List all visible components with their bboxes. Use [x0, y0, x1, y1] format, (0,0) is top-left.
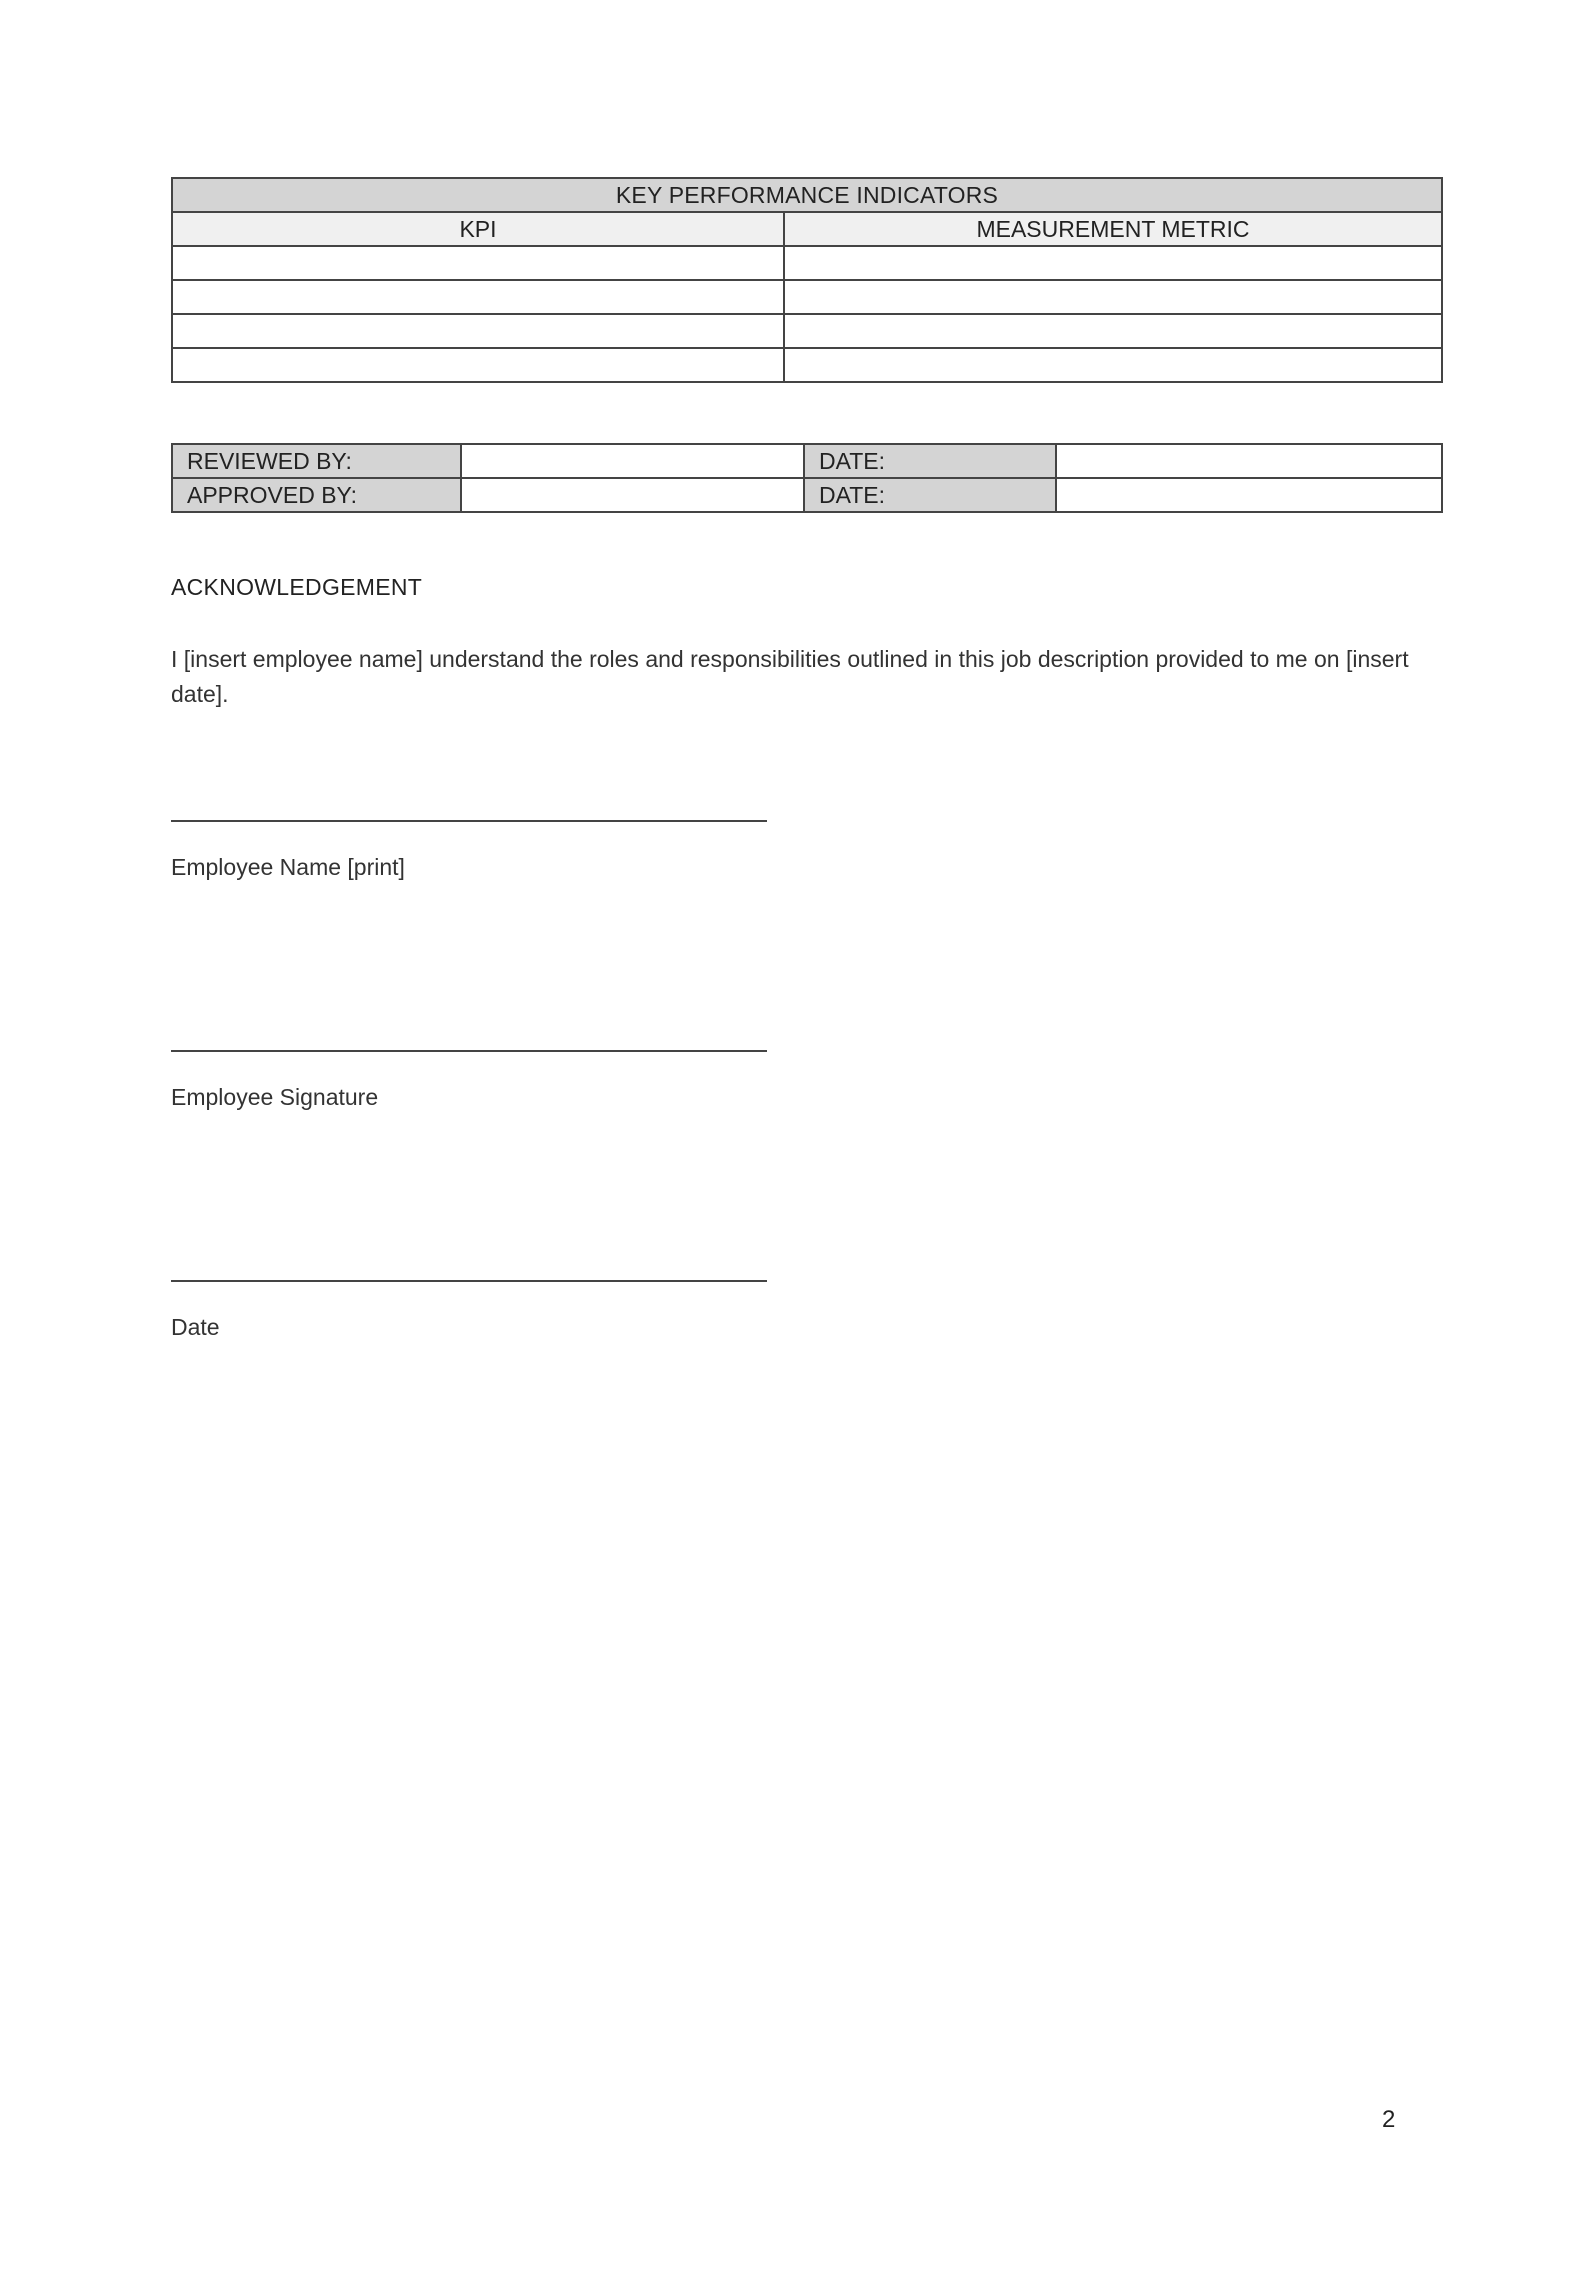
reviewed-by-field[interactable]	[461, 444, 804, 478]
table-row	[172, 348, 1442, 382]
kpi-cell[interactable]	[172, 246, 784, 280]
review-approval-table	[171, 443, 1443, 513]
date-label: Date	[171, 1314, 220, 1340]
approved-date-field[interactable]	[1056, 478, 1442, 512]
approved-date-label: DATE:	[804, 478, 1056, 512]
approved-by-field[interactable]	[461, 478, 804, 512]
kpi-column-header: KPI	[172, 212, 784, 246]
employee-name-line[interactable]	[171, 820, 767, 822]
measurement-metric-column-header: MEASUREMENT METRIC	[784, 212, 1442, 246]
kpi-cell[interactable]	[172, 348, 784, 382]
acknowledgement-text: I [insert employee name] understand the roles and responsibilities outlined in this job description provided to me on [insert date].	[171, 646, 1409, 707]
approved-by-label: APPROVED BY:	[172, 478, 461, 512]
table-row	[172, 246, 1442, 280]
reviewed-by-row	[172, 444, 1442, 478]
approved-by-row	[172, 478, 1442, 512]
table-row	[172, 314, 1442, 348]
page-number: 2	[1382, 2106, 1396, 2133]
reviewed-by-label: REVIEWED BY:	[172, 444, 461, 478]
kpi-table-title: KEY PERFORMANCE INDICATORS	[172, 178, 1442, 212]
kpi-table-title-row	[172, 178, 1442, 212]
employee-signature-label: Employee Signature	[171, 1084, 379, 1110]
metric-cell[interactable]	[784, 246, 1442, 280]
employee-name-label: Employee Name [print]	[171, 854, 405, 880]
metric-cell[interactable]	[784, 280, 1442, 314]
employee-signature-line[interactable]	[171, 1050, 767, 1052]
kpi-cell[interactable]	[172, 314, 784, 348]
reviewed-date-field[interactable]	[1056, 444, 1442, 478]
table-row	[172, 280, 1442, 314]
kpi-cell[interactable]	[172, 280, 784, 314]
date-line[interactable]	[171, 1280, 767, 1282]
metric-cell[interactable]	[784, 314, 1442, 348]
reviewed-date-label: DATE:	[804, 444, 1056, 478]
kpi-table-header-row	[172, 212, 1442, 246]
metric-cell[interactable]	[784, 348, 1442, 382]
kpi-table	[171, 177, 1443, 383]
acknowledgement-heading: ACKNOWLEDGEMENT	[171, 574, 423, 600]
